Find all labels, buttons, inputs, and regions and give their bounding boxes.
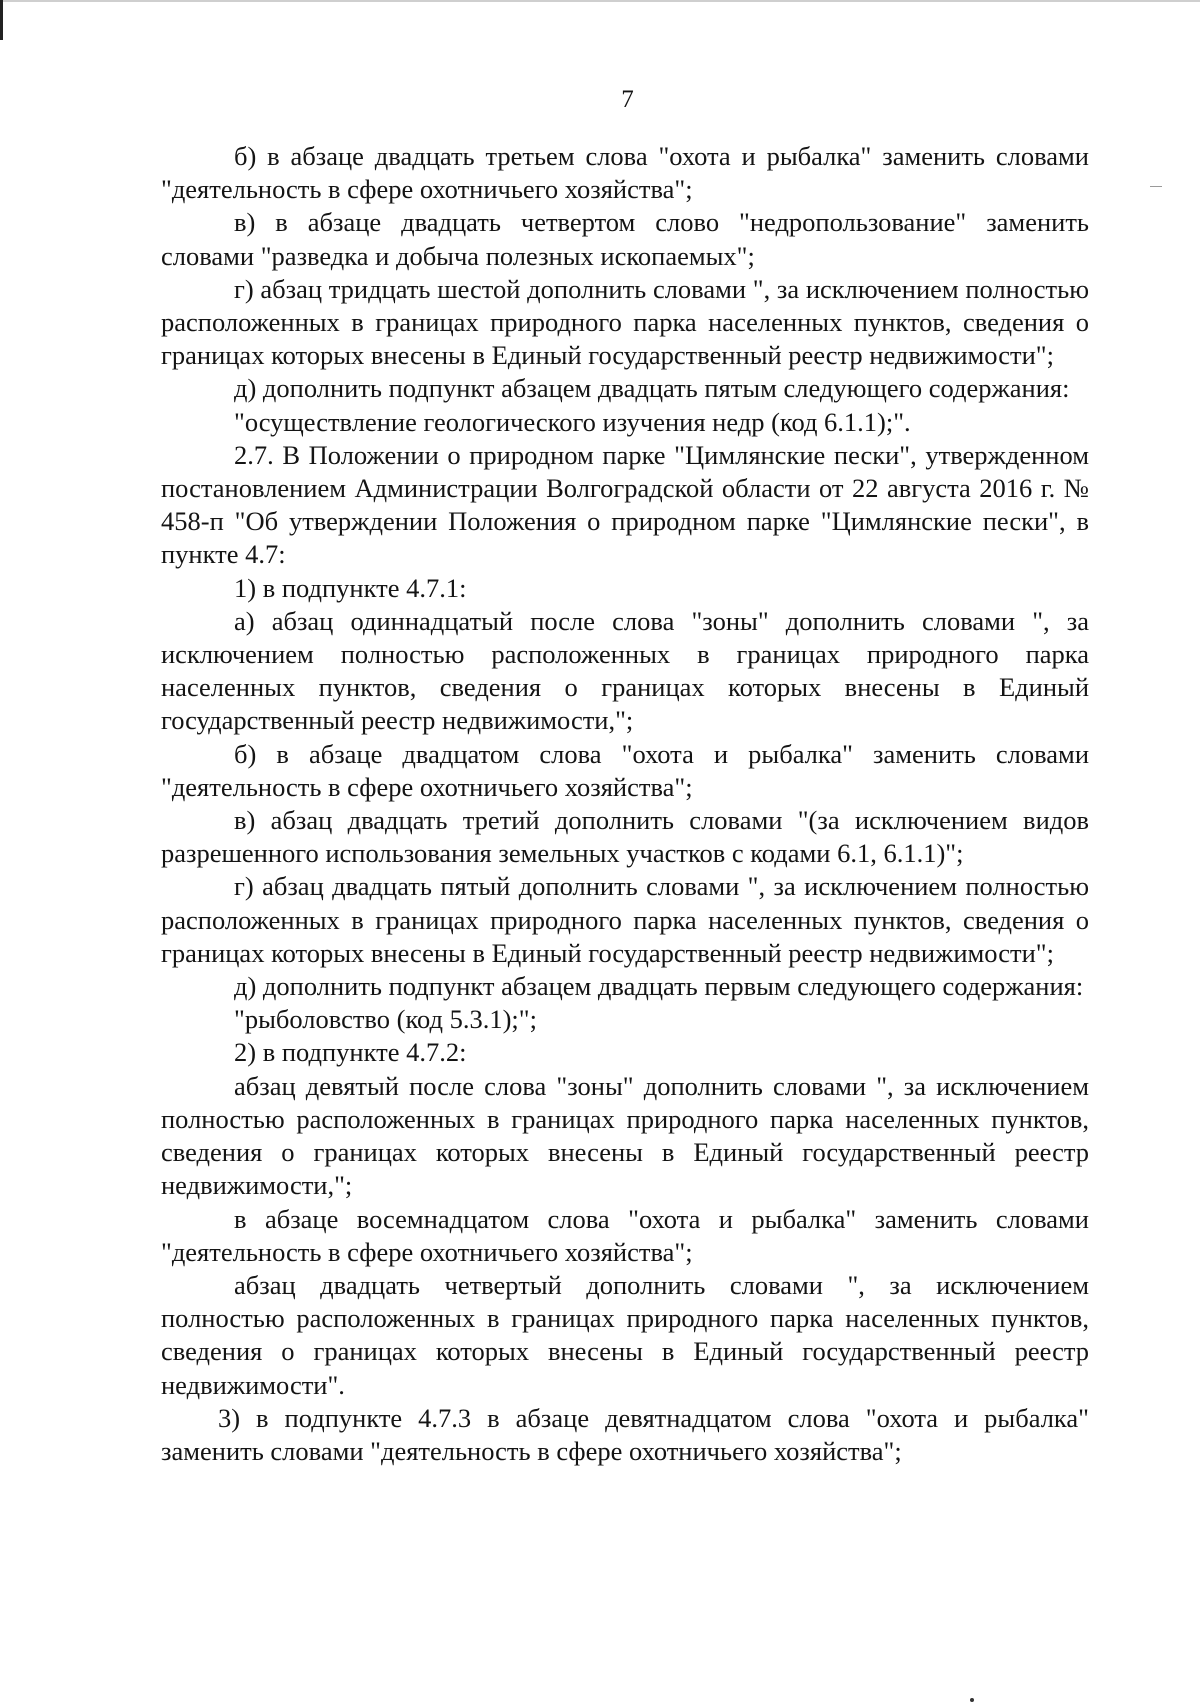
paragraph-abzac-24: абзац двадцать четвертый дополнить словами ", за исключением полностью расположенных в границах природного парка населенных пунктов, сведения о границах которых внесены в Единый государственный реестр недвижимости". — [161, 1269, 1089, 1400]
paragraph-abzac-9: абзац девятый после слова "зоны" дополнить словами ", за исключением полностью расположенных в границах природного парка населенных пунктов, сведения о границах которых внесены в Единый государственный реестр недвижимости,"; — [161, 1070, 1089, 1201]
scan-left-edge — [0, 0, 3, 40]
paragraph-quote-fishing: "рыболовство (код 5.3.1);"; — [234, 1004, 537, 1035]
paragraph-a-11: а) абзац одиннадцатый после слова "зоны" дополнить словами ", за исключением полностью расположенных в границах природного парка населенных пунктов, сведения о границах которых внесены в Единый государственный реестр недвижимости,"; — [161, 605, 1089, 736]
paragraph-d-21: д) дополнить подпункт абзацем двадцать первым следующего содержания: — [234, 971, 1084, 1002]
paragraph-v-24: в) в абзаце двадцать четвертом слово "недропользование" заменить словами "разведка и добыча полезных ископаемых"; — [161, 207, 1089, 271]
scan-mark — [1150, 186, 1162, 187]
paragraph-sub-4-7-2: 2) в подпункте 4.7.2: — [234, 1037, 467, 1068]
paragraph-sub-4-7-3: 3) в подпункте 4.7.3 в абзаце девятнадцатом слова "охота и рыбалка" заменить словами "деятельность в сфере охотничьего хозяйства"; — [161, 1402, 1089, 1466]
paragraph-sub-4-7-1: 1) в подпункте 4.7.1: — [234, 572, 467, 603]
paragraph-g-25: г) абзац двадцать пятый дополнить словами ", за исключением полностью расположенных в границах природного парка населенных пунктов, сведения о границах которых внесены в Единый государственный реестр недвижимости"; — [161, 871, 1089, 968]
paragraph-b-23: б) в абзаце двадцать третьем слова "охота и рыбалка" заменить словами "деятельность в сфере охотничьего хозяйства"; — [161, 141, 1089, 205]
page-number: 7 — [621, 86, 634, 113]
document-body — [161, 140, 1089, 1468]
paragraph-v-23: в) абзац двадцать третий дополнить словами "(за исключением видов разрешенного использования земельных участков с кодами 6.1, 6.1.1)"; — [161, 805, 1089, 869]
paragraph-abzac-18: в абзаце восемнадцатом слова "охота и рыбалка" заменить словами "деятельность в сфере охотничьего хозяйства"; — [161, 1203, 1089, 1267]
paragraph-quote-geology: "осуществление геологического изучения недр (код 6.1.1);". — [234, 406, 911, 437]
scan-top-edge — [0, 0, 1200, 2]
paragraph-b-20: б) в абзаце двадцатом слова "охота и рыбалка" заменить словами "деятельность в сфере охотничьего хозяйства"; — [161, 738, 1089, 802]
paragraph-2-7: 2.7. В Положении о природном парке "Цимлянские пески", утвержденном постановлением Администрации Волгоградской области от 22 августа 2016 г. № 458-п "Об утверждении Положения о природном парке "Цимлянские пески", в пункте 4.7: — [161, 439, 1089, 570]
scan-speck — [970, 1698, 974, 1702]
paragraph-d-25: д) дополнить подпункт абзацем двадцать пятым следующего содержания: — [234, 373, 1070, 404]
paragraph-g-36: г) абзац тридцать шестой дополнить словами ", за исключением полностью расположенных в границах природного парка населенных пунктов, сведения о границах которых внесены в Единый государственный реестр недвижимости"; — [161, 273, 1089, 371]
